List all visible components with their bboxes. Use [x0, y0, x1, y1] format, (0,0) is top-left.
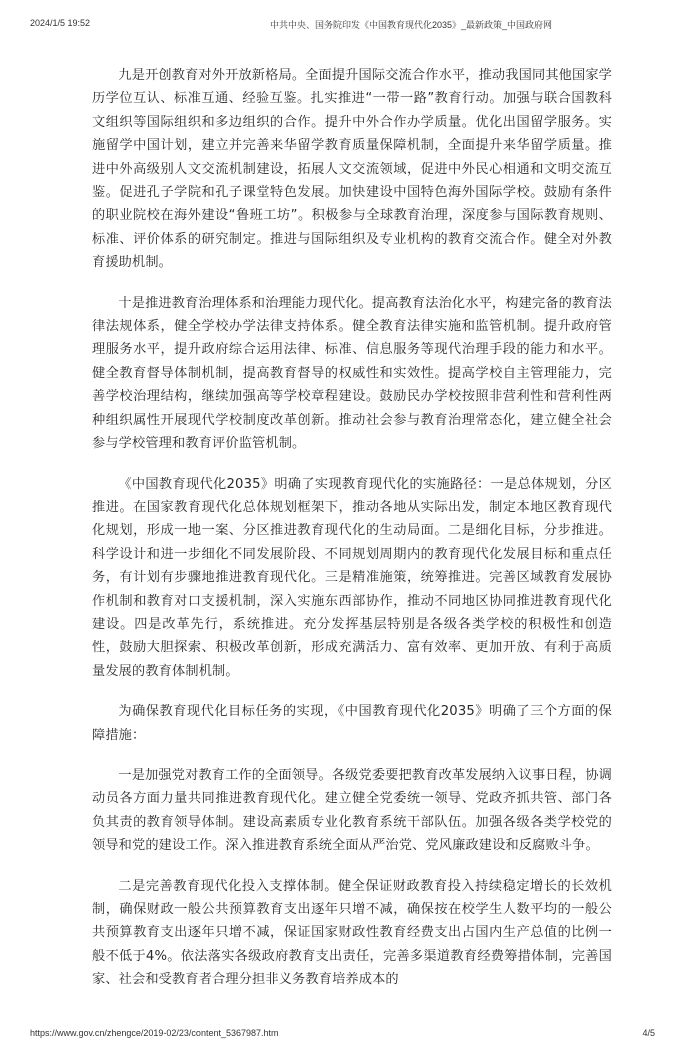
print-footer: [30, 1028, 655, 1042]
print-page-title: 中共中央、国务院印发《中国教育现代化2035》_最新政策_中国政府网: [270, 20, 553, 30]
print-date: 2024/1/5 19:52: [30, 18, 91, 28]
print-header: [30, 18, 655, 32]
paragraph-governance: 十是推进教育治理体系和治理能力现代化。提高教育法治化水平，构建完备的教育法律法规体系，健全学校办学法律支持体系。健全教育法律实施和监管机制。提升政府管理服务水平，提升政府综合运用法律、标准、信息服务等现代治理手段的能力和水平。健全教育督导体制机制，提高教育督导的权威性和实效性。提高学校自主管理能力，完善学校治理结构，继续加强高等学校章程建设。鼓励民办学校按照非营利性和营利性两种组织属性开展现代学校制度改革创新。推动社会参与教育治理常态化，建立健全社会参与学校管理和教育评价监管机制。: [92, 295, 612, 452]
paragraph-opening-up: 九是开创教育对外开放新格局。全面提升国际交流合作水平，推动我国同其他国家学历学位互认、标准互通、经验互鉴。扎实推进“一带一路”教育行动。加强与联合国教科文组织等国际组织和多边组织的合作。提升中外合作办学质量。优化出国留学服务。实施留学中国计划，建立并完善来华留学教育质量保障机制，全面提升来华留学质量。推进中外高级别人文交流机制建设，拓展人文交流领域，促进中外民心相通和文明交流互鉴。促进孔子学院和孔子课堂特色发展。加快建设中国特色海外国际学校。鼓励有条件的职业院校在海外建设“鲁班工坊”。积极参与全球教育治理，深度参与国际教育规则、标准、评价体系的研究制定。推进与国际组织及专业机构的教育交流合作。健全对外教育援助机制。: [92, 68, 612, 271]
paragraph-safeguards-intro: 为确保教育现代化目标任务的实现，《中国教育现代化2035》明确了三个方面的保障措施：: [92, 704, 612, 743]
article-body: [92, 64, 612, 1009]
page-url: https://www.gov.cn/zhengce/2019-02/23/content_5367987.htm: [30, 1028, 279, 1038]
paragraph-funding: 二是完善教育现代化投入支撑体制。健全保证财政教育投入持续稳定增长的长效机制，确保财政一般公共预算教育支出逐年只增不减，确保按在校学生人数平均的一般公共预算教育支出逐年只增不减，保证国家财政性教育经费支出占国内生产总值的比例一般不低于4%。依法落实各级政府教育支出责任，完善多渠道教育经费筹措体制，完善国家、社会和受教育者合理分担非义务教育培养成本的: [92, 878, 612, 988]
page-number: 4/5: [642, 1028, 655, 1038]
paragraph-implementation-path: 《中国教育现代化2035》明确了实现教育现代化的实施路径：一是总体规划，分区推进。在国家教育现代化总体规划框架下，推动各地从实际出发，制定本地区教育现代化规划，形成一地一案、分区推进教育现代化的生动局面。二是细化目标，分步推进。科学设计和进一步细化不同发展阶段、不同规划周期内的教育现代化发展目标和重点任务，有计划有步骤地推进教育现代化。三是精准施策，统筹推进。完善区域教育发展协作机制和教育对口支援机制，深入实施东西部协作，推动不同地区协同推进教育现代化建设。四是改革先行，系统推进。充分发挥基层特别是各级各类学校的积极性和创造性，鼓励大胆探索、积极改革创新，形成充满活力、富有效率、更加开放、有利于高质量发展的教育体制机制。: [92, 476, 612, 679]
paragraph-party-leadership: 一是加强党对教育工作的全面领导。各级党委要把教育改革发展纳入议事日程，协调动员各方面力量共同推进教育现代化。建立健全党委统一领导、党政齐抓共管、部门各负其责的教育领导体制。建设高素质专业化教育系统干部队伍。加强各级各类学校党的领导和党的建设工作。深入推进教育系统全面从严治党、党风廉政建设和反腐败斗争。: [92, 767, 612, 854]
